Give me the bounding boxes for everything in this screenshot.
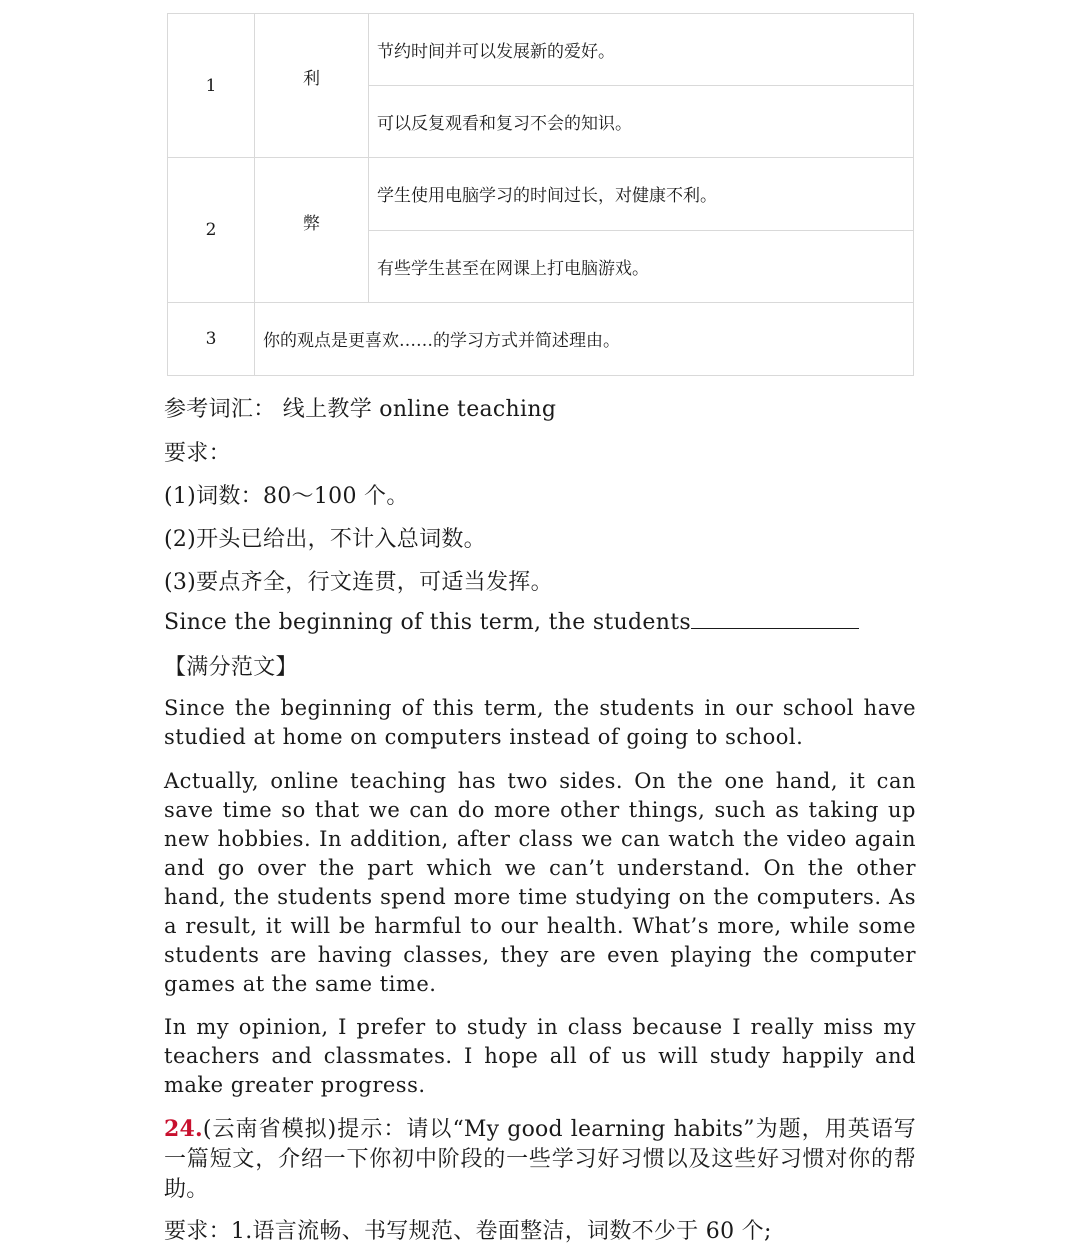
- table-cell: 节约时间并可以发展新的爱好。: [369, 14, 914, 86]
- row-number: 2: [168, 158, 255, 302]
- row-category: [255, 158, 369, 302]
- requirement-item: (3)要点齐全，行文连贯，可适当发挥。: [164, 570, 553, 595]
- table-cell: 你的观点是更喜欢……的学习方式并简述理由。: [255, 302, 914, 375]
- question-number: 24.: [164, 1116, 203, 1142]
- row-number: 3: [168, 302, 255, 375]
- vocabulary-line: 参考词汇： 线上教学 online teaching: [164, 397, 557, 422]
- essay-paragraph: Since the beginning of this term, the students in our school have studied at home on computers instead of going to school.: [164, 696, 916, 749]
- model-essay-title: 【满分范文】: [164, 655, 298, 680]
- category-label: 利: [303, 69, 320, 90]
- essay-paragraph: In my opinion, I prefer to study in class because I really miss my teachers and classmates. I hope all of us will study happily and make greater progress.: [164, 1015, 916, 1097]
- requirement-next: 要求：1.语言流畅、书写规范、卷面整洁，词数不少于 60 个;: [164, 1219, 772, 1244]
- starter-text: Since the beginning of this term, the students: [164, 610, 691, 635]
- row-category: [255, 14, 369, 158]
- starter-sentence: [164, 608, 859, 635]
- outline-table: [167, 13, 914, 376]
- requirement-item: (1)词数：80～100 个。: [164, 484, 409, 509]
- table-cell: 可以反复观看和复习不会的知识。: [369, 86, 914, 158]
- requirement-item: (2)开头已给出，不计入总词数。: [164, 527, 486, 552]
- requirements-title: 要求：: [164, 441, 231, 466]
- essay-paragraph: Actually, online teaching has two sides. On the one hand, it can save time so that we can do more other things, such as taking up new hobbies. In addition, after class we can watch the video again and go over the part which we can’t understand. On the other hand, the students spend more time studying on the computers. As a result, it will be harmful to our health. What’s more, while some students are having classes, they are even playing the computer games at the same time.: [164, 769, 916, 996]
- table-cell: 有些学生甚至在网课上打电脑游戏。: [369, 230, 914, 302]
- table-cell: 学生使用电脑学习的时间过长，对健康不利。: [369, 158, 914, 230]
- question-24: [164, 1114, 916, 1205]
- answer-blank: [691, 608, 859, 629]
- row-number: 1: [168, 14, 255, 158]
- category-label: 弊: [303, 213, 320, 234]
- question-text: (云南省模拟)提示：请以“My good learning habits”为题，用英语写一篇短文，介绍一下你初中阶段的一些学习好习惯以及这些好习惯对你的帮助。: [164, 1117, 916, 1202]
